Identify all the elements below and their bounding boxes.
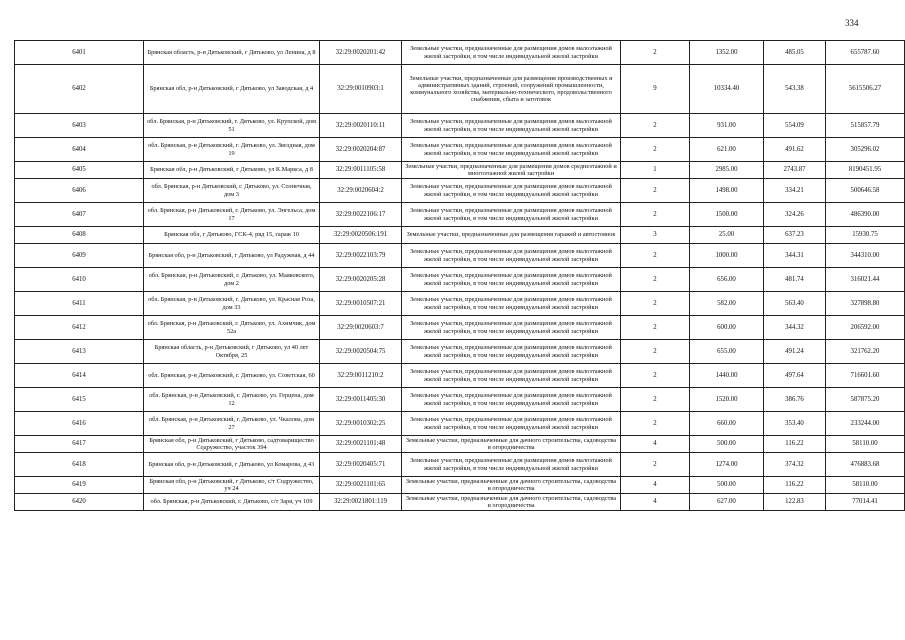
specific-value-cell: 491.62 — [764, 138, 826, 162]
address-cell: обл. Брянская, р-н Дятьковский, г. Дятьково, ул. Чкалова, дом 27 — [144, 412, 320, 436]
land-use-cell: Земельные участки, предназначенные для размещения домов малоэтажной жилой застройки, в том числе индивидуальной жилой застройки — [402, 364, 621, 388]
cadastral-number-cell: 32:29:0020506:191 — [320, 227, 402, 244]
group-cell: 2 — [621, 364, 690, 388]
address-cell: Брянская область, р-н Дятьковский, г Дятьково, ул Ленина, д 8 — [144, 41, 320, 65]
row-number: 6412 — [15, 316, 144, 340]
cadastral-number-cell: 32:29:0020110:11 — [320, 114, 402, 138]
row-number: 6408 — [15, 227, 144, 244]
cadastral-value-cell: 77014.41 — [826, 494, 905, 511]
table-row — [15, 436, 905, 453]
address-cell: Брянская область, р-н Дятьковский, г Дятьково, ул 40 лет Октября, 25 — [144, 340, 320, 364]
row-number: 6401 — [15, 41, 144, 65]
table-row — [15, 364, 905, 388]
address-cell: обл. Брянская, р-н Дятьковский, г. Дятьково, ул. Энгельса, дом 17 — [144, 203, 320, 227]
row-number: 6419 — [15, 477, 144, 494]
cadastral-number-cell: 32:29:0020603:7 — [320, 316, 402, 340]
cadastral-number-cell: 32:29:0020201:42 — [320, 41, 402, 65]
land-use-cell: Земельные участки, предназначенные для размещения домов среднеэтажной и многоэтажной жилой застройки — [402, 162, 621, 179]
group-cell: 4 — [621, 436, 690, 453]
table-row — [15, 138, 905, 162]
area-cell: 655.00 — [690, 340, 764, 364]
row-number: 6420 — [15, 494, 144, 511]
table-row — [15, 244, 905, 268]
group-cell: 4 — [621, 477, 690, 494]
row-number: 6413 — [15, 340, 144, 364]
land-use-cell: Земельные участки, предназначенные для дачного строительства, садоводства и огородничества — [402, 477, 621, 494]
cadastral-value-table — [14, 40, 905, 511]
table-row — [15, 114, 905, 138]
row-number: 6416 — [15, 412, 144, 436]
cadastral-value-cell: 476883.68 — [826, 453, 905, 477]
cadastral-number-cell: 32:29:0022106:17 — [320, 203, 402, 227]
cadastral-number-cell: 32:29:0020405:71 — [320, 453, 402, 477]
table-body — [15, 41, 905, 511]
cadastral-number-cell: 32:29:0020604:2 — [320, 179, 402, 203]
specific-value-cell: 344.31 — [764, 244, 826, 268]
land-use-cell: Земельные участки, предназначенные для размещения домов малоэтажной жилой застройки, в том числе индивидуальной жилой застройки — [402, 114, 621, 138]
address-cell: Брянская обл, р-н Дятьковский, г Дятьково, ул Комарова, д 43 — [144, 453, 320, 477]
area-cell: 1352.00 — [690, 41, 764, 65]
area-cell: 582.00 — [690, 292, 764, 316]
address-cell: обл. Брянская, р-н Дятьковский, г. Дятьково, ул. Крупской, дом 51 — [144, 114, 320, 138]
address-cell: Брянская обл, р-н Дятьковский, г Дятьково, с/т Содружество, уч 24 — [144, 477, 320, 494]
group-cell: 2 — [621, 244, 690, 268]
cadastral-value-cell: 15930.75 — [826, 227, 905, 244]
area-cell: 621.00 — [690, 138, 764, 162]
cadastral-number-cell: 32:29:0021101:65 — [320, 477, 402, 494]
cadastral-number-cell: 32:29:0022103:79 — [320, 244, 402, 268]
land-use-cell: Земельные участки, предназначенные для размещения домов малоэтажной жилой застройки, в том числе индивидуальной жилой застройки — [402, 41, 621, 65]
specific-value-cell: 353.40 — [764, 412, 826, 436]
land-use-cell: Земельные участки, предназначенные для размещения домов малоэтажной жилой застройки, в том числе индивидуальной жилой застройки — [402, 340, 621, 364]
table-row — [15, 41, 905, 65]
specific-value-cell: 116.22 — [764, 477, 826, 494]
table-row — [15, 179, 905, 203]
row-number: 6404 — [15, 138, 144, 162]
cadastral-value-cell: 316021.44 — [826, 268, 905, 292]
cadastral-value-cell: 58110.00 — [826, 477, 905, 494]
area-cell: 660.00 — [690, 412, 764, 436]
area-cell: 2985.00 — [690, 162, 764, 179]
area-cell: 627.00 — [690, 494, 764, 511]
cadastral-number-cell: 32:29:0011105:58 — [320, 162, 402, 179]
row-number: 6402 — [15, 65, 144, 114]
table-row — [15, 340, 905, 364]
area-cell: 1440.00 — [690, 364, 764, 388]
group-cell: 3 — [621, 227, 690, 244]
land-use-cell: Земельные участки, предназначенные для дачного строительства, садоводства и огородничества — [402, 436, 621, 453]
land-use-cell: Земельные участки, предназначенные для размещения домов малоэтажной жилой застройки, в том числе индивидуальной жилой застройки — [402, 316, 621, 340]
row-number: 6403 — [15, 114, 144, 138]
area-cell: 1500.00 — [690, 203, 764, 227]
area-cell: 1000.00 — [690, 244, 764, 268]
cadastral-number-cell: 32:29:0020204:87 — [320, 138, 402, 162]
group-cell: 2 — [621, 453, 690, 477]
row-number: 6410 — [15, 268, 144, 292]
area-cell: 600.00 — [690, 316, 764, 340]
cadastral-value-cell: 5615506.27 — [826, 65, 905, 114]
address-cell: Брянская обл, р-н Дятьковский, г Дятьково, садтоварищество Содружество, участок 394 — [144, 436, 320, 453]
table-row — [15, 268, 905, 292]
cadastral-number-cell: 32:29:0021801:119 — [320, 494, 402, 511]
group-cell: 2 — [621, 388, 690, 412]
land-use-cell: Земельные участки, предназначенные для размещения домов малоэтажной жилой застройки, в том числе индивидуальной жилой застройки — [402, 388, 621, 412]
land-use-cell: Земельные участки, предназначенные для размещения домов малоэтажной жилой застройки, в том числе индивидуальной жилой застройки — [402, 453, 621, 477]
cadastral-value-cell: 305296.02 — [826, 138, 905, 162]
land-use-cell: Земельные участки, предназначенные для размещения производственных и административных зданий, строений, сооружений промышленности, коммунального хозяйства, материально-технического, продовольственного снабжения, сбыта и заготовок — [402, 65, 621, 114]
specific-value-cell: 374.32 — [764, 453, 826, 477]
specific-value-cell: 386.76 — [764, 388, 826, 412]
row-number: 6414 — [15, 364, 144, 388]
table-row — [15, 227, 905, 244]
group-cell: 4 — [621, 494, 690, 511]
cadastral-number-cell: 32:29:0010507:21 — [320, 292, 402, 316]
land-use-cell: Земельные участки, предназначенные для размещения домов малоэтажной жилой застройки, в том числе индивидуальной жилой застройки — [402, 268, 621, 292]
cadastral-number-cell: 32:29:0020205:28 — [320, 268, 402, 292]
group-cell: 2 — [621, 292, 690, 316]
address-cell: Брянская обл, р-н Дятьковский, г Дятьково, ул Радужная, д 44 — [144, 244, 320, 268]
specific-value-cell: 637.23 — [764, 227, 826, 244]
group-cell: 1 — [621, 162, 690, 179]
page-number: 334 — [845, 18, 859, 28]
land-use-cell: Земельные участки, предназначенные для дачного строительства, садоводства и огородничества — [402, 494, 621, 511]
land-use-cell: Земельные участки, предназначенные для размещения домов малоэтажной жилой застройки, в том числе индивидуальной жилой застройки — [402, 203, 621, 227]
land-use-cell: Земельные участки, предназначенные для размещения домов малоэтажной жилой застройки, в том числе индивидуальной жилой застройки — [402, 292, 621, 316]
table-row — [15, 162, 905, 179]
cadastral-value-cell: 655787.60 — [826, 41, 905, 65]
cadastral-value-cell: 321762.20 — [826, 340, 905, 364]
land-use-cell: Земельные участки, предназначенные для размещения домов малоэтажной жилой застройки, в том числе индивидуальной жилой застройки — [402, 138, 621, 162]
cadastral-number-cell: 32:29:0011210:2 — [320, 364, 402, 388]
row-number: 6406 — [15, 179, 144, 203]
area-cell: 1498.00 — [690, 179, 764, 203]
group-cell: 2 — [621, 179, 690, 203]
address-cell: обл. Брянская, р-н Дятьковский, г. Дятьково, ул. Солнечная, дом 3 — [144, 179, 320, 203]
group-cell: 2 — [621, 41, 690, 65]
table-row — [15, 292, 905, 316]
table-row — [15, 453, 905, 477]
row-number: 6418 — [15, 453, 144, 477]
address-cell: Брянская обл, р-н Дятьковский, г Дятьково, ул Заводская, д 4 — [144, 65, 320, 114]
address-cell: обл. Брянская, р-н Дятьковский, г. Дятьково, ул. Советская, 60 — [144, 364, 320, 388]
address-cell: Брянская обл, г Дятьково, ГСК-4, ряд 15, гараж 10 — [144, 227, 320, 244]
cadastral-value-cell: 587875.20 — [826, 388, 905, 412]
group-cell: 9 — [621, 65, 690, 114]
cadastral-number-cell: 32:29:0010302:25 — [320, 412, 402, 436]
cadastral-value-cell: 233244.00 — [826, 412, 905, 436]
area-cell: 500.00 — [690, 436, 764, 453]
table-row — [15, 477, 905, 494]
cadastral-value-cell: 344310.00 — [826, 244, 905, 268]
address-cell: Брянская обл, р-н Дятьковский, г Дятьково, ул К.Маркса, д 8 — [144, 162, 320, 179]
specific-value-cell: 116.22 — [764, 436, 826, 453]
land-use-cell: Земельные участки, предназначенные для размещения гаражей и автостоянок — [402, 227, 621, 244]
area-cell: 25.00 — [690, 227, 764, 244]
group-cell: 2 — [621, 114, 690, 138]
area-cell: 500.00 — [690, 477, 764, 494]
cadastral-number-cell: 32:29:0011405:30 — [320, 388, 402, 412]
row-number: 6409 — [15, 244, 144, 268]
cadastral-number-cell: 32:29:0020504:75 — [320, 340, 402, 364]
group-cell: 2 — [621, 138, 690, 162]
group-cell: 2 — [621, 203, 690, 227]
specific-value-cell: 2743.87 — [764, 162, 826, 179]
cadastral-number-cell: 32:29:0010903:1 — [320, 65, 402, 114]
land-use-cell: Земельные участки, предназначенные для размещения домов малоэтажной жилой застройки, в том числе индивидуальной жилой застройки — [402, 244, 621, 268]
cadastral-value-cell: 500646.58 — [826, 179, 905, 203]
cadastral-value-cell: 486390.00 — [826, 203, 905, 227]
cadastral-value-cell: 327898.80 — [826, 292, 905, 316]
area-cell: 10334.40 — [690, 65, 764, 114]
specific-value-cell: 543.38 — [764, 65, 826, 114]
address-cell: обл. Брянская, р-н Дятьковский, г. Дятьково, ул. Ахимчик, дом 52а — [144, 316, 320, 340]
group-cell: 2 — [621, 340, 690, 364]
table-row — [15, 65, 905, 114]
cadastral-number-cell: 32:29:0021101:48 — [320, 436, 402, 453]
specific-value-cell: 122.83 — [764, 494, 826, 511]
address-cell: обл. Брянская, р-н Дятьковский, г. Дятьково, ул. Красная Роза, дом 33 — [144, 292, 320, 316]
specific-value-cell: 481.74 — [764, 268, 826, 292]
specific-value-cell: 497.64 — [764, 364, 826, 388]
table-row — [15, 203, 905, 227]
row-number: 6411 — [15, 292, 144, 316]
land-use-cell: Земельные участки, предназначенные для размещения домов малоэтажной жилой застройки, в том числе индивидуальной жилой застройки — [402, 179, 621, 203]
specific-value-cell: 324.26 — [764, 203, 826, 227]
specific-value-cell: 334.21 — [764, 179, 826, 203]
row-number: 6405 — [15, 162, 144, 179]
area-cell: 1274.00 — [690, 453, 764, 477]
row-number: 6407 — [15, 203, 144, 227]
area-cell: 1520.00 — [690, 388, 764, 412]
cadastral-value-cell: 8190451.95 — [826, 162, 905, 179]
table-row — [15, 388, 905, 412]
specific-value-cell: 563.40 — [764, 292, 826, 316]
row-number: 6415 — [15, 388, 144, 412]
specific-value-cell: 485.05 — [764, 41, 826, 65]
group-cell: 2 — [621, 268, 690, 292]
table-row — [15, 316, 905, 340]
address-cell: обл. Брянская, р-н Дятьковский, г. Дятьково, ул. Звездная, дом 19 — [144, 138, 320, 162]
table-row — [15, 412, 905, 436]
cadastral-value-cell: 206592.00 — [826, 316, 905, 340]
area-cell: 931.00 — [690, 114, 764, 138]
row-number: 6417 — [15, 436, 144, 453]
address-cell: обл. Брянская, р-н Дятьковский, г. Дятьково, с/т Заря, уч 109 — [144, 494, 320, 511]
table-row — [15, 494, 905, 511]
address-cell: обл. Брянская, р-н Дятьковский, г. Дятьково, ул. Маяковского, дом 2 — [144, 268, 320, 292]
cadastral-value-cell: 716601.60 — [826, 364, 905, 388]
specific-value-cell: 491.24 — [764, 340, 826, 364]
group-cell: 2 — [621, 412, 690, 436]
specific-value-cell: 554.09 — [764, 114, 826, 138]
group-cell: 2 — [621, 316, 690, 340]
specific-value-cell: 344.32 — [764, 316, 826, 340]
address-cell: обл. Брянская, р-н Дятьковский, г. Дятьково, ул. Герцена, дом 12 — [144, 388, 320, 412]
land-use-cell: Земельные участки, предназначенные для размещения домов малоэтажной жилой застройки, в том числе индивидуальной жилой застройки — [402, 412, 621, 436]
cadastral-value-cell: 58110.00 — [826, 436, 905, 453]
cadastral-value-cell: 515857.79 — [826, 114, 905, 138]
area-cell: 656.00 — [690, 268, 764, 292]
